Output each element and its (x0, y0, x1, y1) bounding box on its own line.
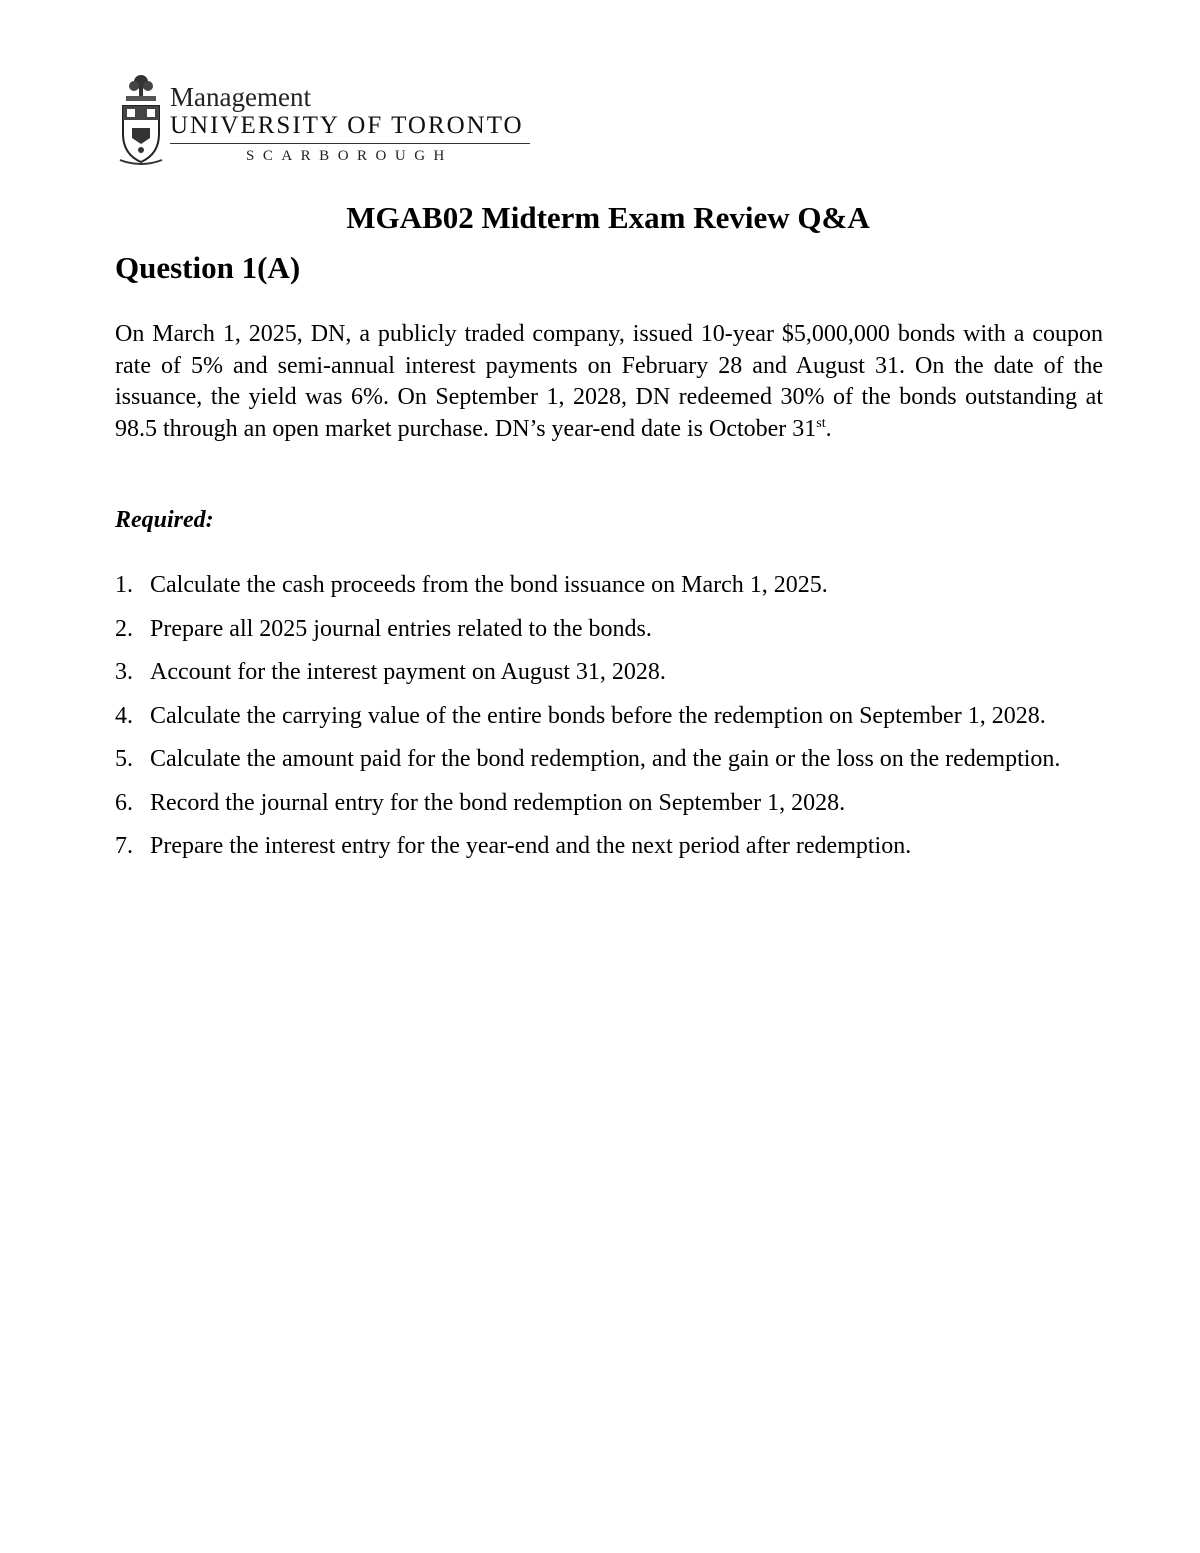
list-item-number: 3. (115, 659, 133, 685)
list-item-text: Account for the interest payment on August 31, 2028. (150, 659, 666, 685)
paragraph-end: . (825, 415, 832, 442)
list-item-number: 5. (115, 746, 133, 772)
required-label: Required: (115, 507, 214, 533)
question-paragraph (115, 319, 1103, 445)
list-item-number: 1. (115, 572, 133, 598)
list-item-number: 6. (115, 789, 133, 816)
question-heading: Question 1(A) (115, 250, 301, 285)
list-item (115, 570, 1103, 602)
document-title: MGAB02 Midterm Exam Review Q&A (346, 200, 870, 235)
list-item-text: Calculate the carrying value of the entire bonds before the redemption on September 1, 2028. (150, 702, 1046, 729)
list-item (115, 831, 1103, 863)
list-item-text: Prepare the interest entry for the year-end and the next period after redemption. (150, 833, 912, 859)
logo-university-text: UNIVERSITY OF TORONTO (170, 112, 524, 139)
paragraph-superscript: st (816, 415, 826, 431)
list-item (115, 657, 1103, 689)
list-item-number: 2. (115, 615, 133, 642)
logo-management-text: Management (170, 82, 311, 112)
paragraph-text: On March 1, 2025, DN, a publicly traded company, issued 10-year $5,000,000 bonds with a coupon rate of 5% and semi-annual interest payments on February 28 and August 31. On the date of the issuance, the yield was 6%. On September 1, 2028, DN redeemed 30% of the bonds outstanding at 98.5 through an open market purchase. DN’s year-end date is October 31 (115, 321, 1103, 442)
list-item (115, 614, 1103, 646)
required-list (115, 570, 1103, 875)
crest-icon (118, 72, 164, 168)
list-item-text: Record the journal entry for the bond redemption on September 1, 2028. (150, 789, 846, 816)
list-item-number: 4. (115, 702, 133, 729)
logo-divider (170, 143, 530, 144)
list-item (115, 788, 1103, 820)
list-item-text: Prepare all 2025 journal entries related to the bonds. (150, 615, 652, 642)
list-item-text: Calculate the cash proceeds from the bond issuance on March 1, 2025. (150, 572, 828, 598)
list-item-text: Calculate the amount paid for the bond redemption, and the gain or the loss on the redemption. (150, 746, 1061, 772)
list-item (115, 744, 1103, 776)
list-item (115, 701, 1103, 733)
logo-campus-text: SCARBOROUGH (246, 148, 453, 164)
list-item-number: 7. (115, 833, 133, 859)
university-logo (118, 72, 538, 172)
